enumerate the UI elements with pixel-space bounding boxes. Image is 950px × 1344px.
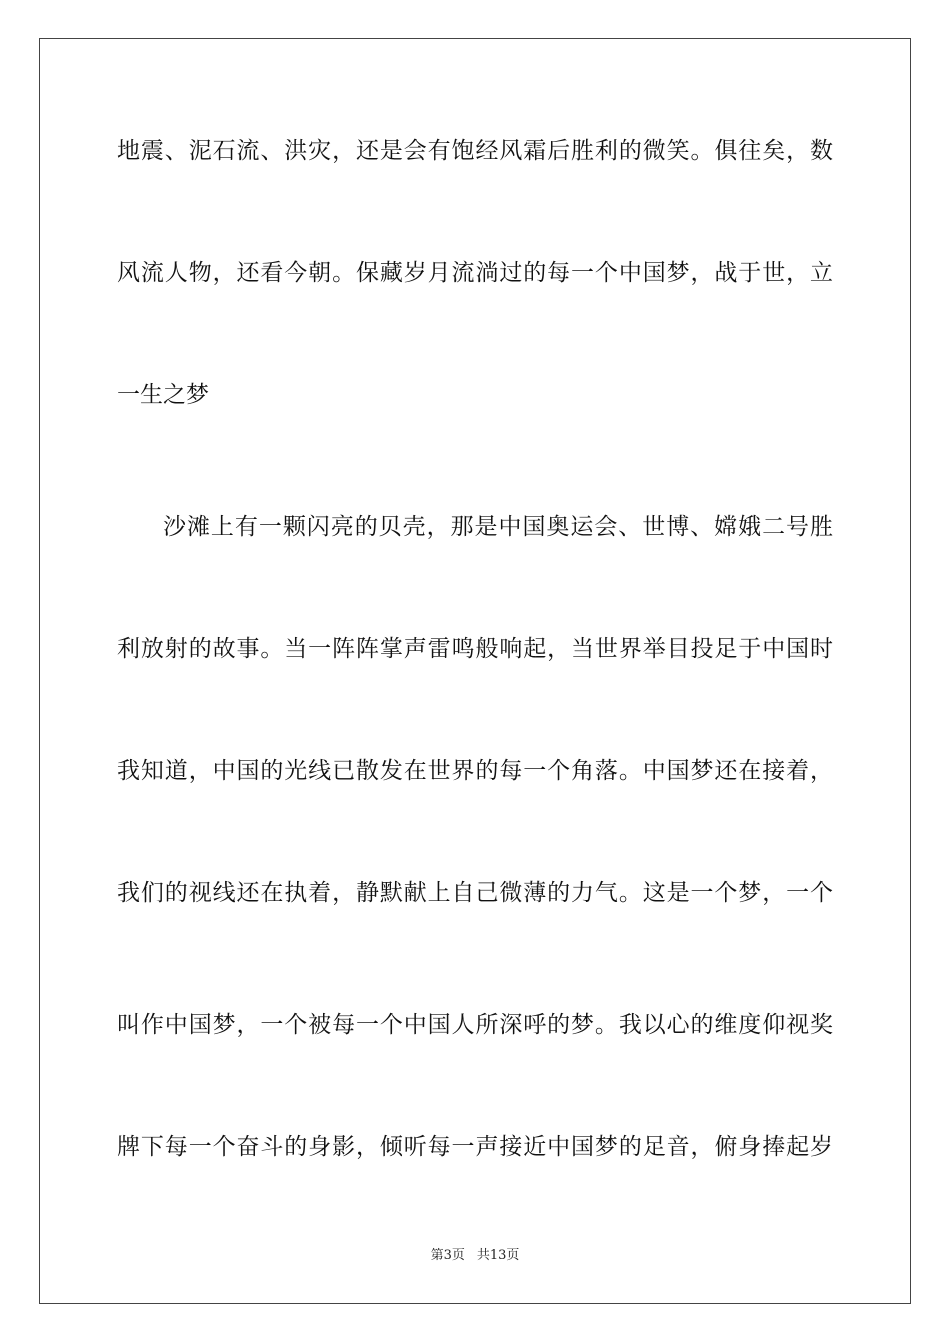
page-number: 第3页 <box>430 1248 465 1263</box>
text-line-4: 沙滩上有一颗闪亮的贝壳，那是中国奥运会、世博、嫦娥二号胜 <box>163 514 833 540</box>
text-line-5: 利放射的故事。当一阵阵掌声雷鸣般响起，当世界举目投足于中国时 <box>117 636 833 662</box>
page-footer <box>0 1247 950 1265</box>
page-border <box>39 38 911 1304</box>
page-total: 共13页 <box>476 1248 520 1263</box>
text-line-1: 地震、泥石流、洪灾，还是会有饱经风霜后胜利的微笑。俱往矣，数 <box>117 138 833 164</box>
text-line-2: 风流人物，还看今朝。保藏岁月流淌过的每一个中国梦，战于世，立 <box>117 260 833 286</box>
text-line-6: 我知道，中国的光线已散发在世界的每一个角落。中国梦还在接着， <box>117 758 833 784</box>
text-line-8: 叫作中国梦，一个被每一个中国人所深呼的梦。我以心的维度仰视奖 <box>117 1012 833 1038</box>
text-line-7: 我们的视线还在执着，静默献上自己微薄的力气。这是一个梦，一个 <box>117 880 833 906</box>
text-line-3: 一生之梦 <box>117 382 209 408</box>
text-line-9: 牌下每一个奋斗的身影，倾听每一声接近中国梦的足音，俯身捧起岁 <box>117 1134 833 1160</box>
